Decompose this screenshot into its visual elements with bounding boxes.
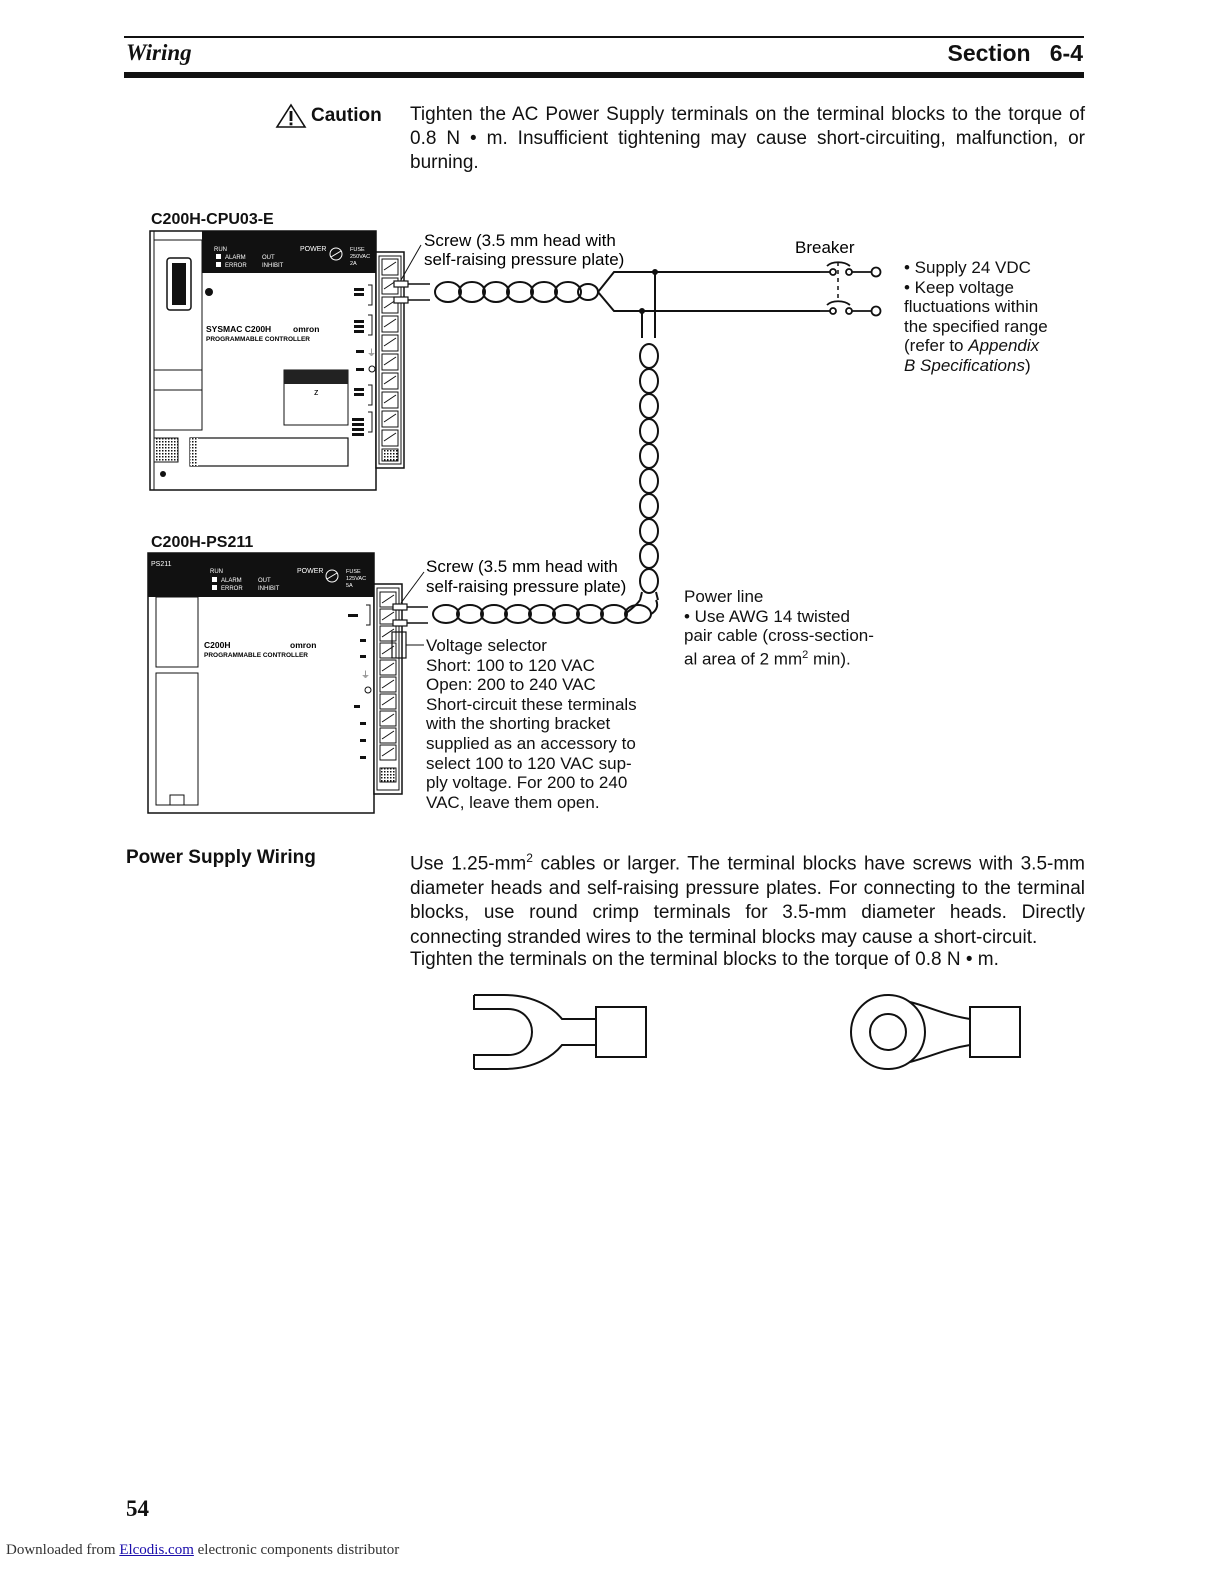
supply-note-line: • Keep voltage	[904, 277, 1014, 297]
cpu-omron-logo: omron	[293, 324, 320, 334]
voltage-selector-line: with the shorting bracket	[426, 714, 611, 734]
cpu-alarm-label: ALARM	[225, 255, 246, 261]
cpu-fuse-label: FUSE	[350, 247, 365, 253]
vertical-twisted-pair	[640, 344, 658, 600]
power-line-title: Power line	[684, 587, 764, 606]
cpu-out-label: OUT	[262, 255, 275, 261]
cpu-unit-label: C200H-CPU03-E	[151, 211, 274, 228]
ps-power-cable	[393, 600, 657, 626]
power-line-text: pair cable (cross-section-	[684, 626, 874, 646]
cpu-unit-drawing	[150, 231, 404, 490]
screw-note-1-line-2: self-raising pressure plate)	[424, 250, 625, 269]
supply-note-line: • Supply 24 VDC	[904, 258, 1031, 277]
caution-label: Caution	[275, 103, 382, 129]
supply-notes	[904, 258, 1104, 376]
cpu-fuse-rating-2: 2A	[350, 261, 357, 267]
cpu-error-label: ERROR	[225, 263, 247, 269]
cpu-port-icon	[154, 438, 178, 462]
ps-out-label: OUT	[258, 578, 271, 584]
supply-note-ref-line: (refer to Appendix	[904, 336, 1040, 356]
download-footer: Downloaded from Elcodis.com electronic components distributor	[6, 1542, 400, 1558]
cpu-power-label: POWER	[300, 246, 327, 253]
ps-omron-logo: omron	[290, 640, 317, 650]
cpu-inhibit-label: INHIBIT	[262, 263, 284, 269]
power-line-text: al area of 2 $mm^2$ min).	[684, 648, 851, 669]
voltage-selector-line: Short: 100 to 120 VAC	[426, 655, 595, 675]
screw-note-1-line-1: Screw (3.5 mm head with	[424, 231, 616, 250]
ps-subtitle: PROGRAMMABLE CONTROLLER	[204, 652, 308, 659]
ps-inhibit-label: INHIBIT	[258, 586, 280, 592]
cpu-brand-line: SYSMAC C200H	[206, 324, 272, 334]
fork-crimp-terminal-icon	[474, 995, 646, 1069]
power-supply-unit-label: C200H-PS211	[151, 534, 254, 551]
voltage-selector-line: Voltage selector	[426, 636, 547, 655]
ps-fuse-rating-1: 125VAC	[346, 576, 367, 582]
voltage-selector-line: Short-circuit these terminals	[426, 694, 637, 714]
voltage-selector-line: Open: 200 to 240 VAC	[426, 675, 596, 695]
cpu-ground-symbol-1: ⏚	[367, 348, 377, 358]
breaker-symbol	[820, 262, 881, 316]
ps-ground-symbol-1: ⏚	[361, 670, 371, 680]
ps-fuse-label: FUSE	[346, 569, 361, 575]
cpu-run-label: RUN	[214, 247, 227, 253]
cpu-subtitle: PROGRAMMABLE CONTROLLER	[206, 336, 310, 343]
screw-note-2-line-2: self-raising pressure plate)	[426, 577, 627, 596]
round-crimp-terminal-icon	[851, 995, 1020, 1069]
caution-text: Tighten the AC Power Supply terminals on the terminal blocks to the torque of 0.8 N • m. Insufficient tightening may cause short-circuiting, malfunction, or burning.	[410, 104, 1085, 173]
cpu-fuse-rating-1: 250VAC	[350, 254, 371, 260]
section-name: Wiring	[126, 40, 192, 65]
page-number: 54	[126, 1496, 149, 1521]
ps-fuse-rating-2: 5A	[346, 583, 353, 589]
voltage-selector-note	[426, 636, 666, 812]
voltage-selector-line: select 100 to 120 VAC sup-	[426, 753, 632, 773]
cpu-display-mark: z	[314, 387, 319, 397]
supply-note-line: fluctuations within	[904, 297, 1039, 317]
voltage-selector-line: VAC, leave them open.	[426, 792, 600, 812]
ps-run-label: RUN	[210, 569, 223, 575]
supply-note-ref-line-2: B Specifications)	[904, 355, 1031, 375]
voltage-selector-line: supplied as an accessory to	[426, 733, 636, 753]
ps-alarm-label: ALARM	[221, 578, 242, 584]
ps-model-label: PS211	[151, 561, 172, 568]
power-supply-wiring-paragraph-1: Use $1.25-mm^2$ cables or larger. The terminal blocks have screws with 3.5-mm diameter heads and self-raising pressure plates. For connecting to the terminal blocks, use round crimp terminals for 3.5-mm diameter heads. Directly connecting stranded wires to the terminal blocks may cause a short-circuit.	[410, 851, 1085, 948]
ps-brand-line: C200H	[204, 640, 231, 650]
power-supply-wiring-paragraph-2: Tighten the terminals on the terminal blocks to the torque of 0.8 N • m.	[410, 949, 999, 970]
power-line-note	[684, 587, 894, 669]
supply-note-line: the specified range	[904, 316, 1048, 336]
cpu-power-cable	[394, 270, 820, 339]
section-number-heading: Section 6-4	[947, 40, 1083, 66]
power-line-text: • Use AWG 14 twisted	[684, 606, 850, 626]
elcodis-link[interactable]: Elcodis.com	[119, 1542, 194, 1558]
ps-power-label: POWER	[297, 568, 324, 575]
crimp-terminals-illustration	[460, 985, 1040, 1080]
power-supply-unit-drawing	[148, 553, 406, 813]
ps-error-label: ERROR	[221, 586, 243, 592]
breaker-label: Breaker	[795, 238, 855, 257]
voltage-selector-line: ply voltage. For 200 to 240	[426, 773, 628, 793]
screw-note-2-line-1: Screw (3.5 mm head with	[426, 557, 618, 576]
power-supply-wiring-heading: Power Supply Wiring	[126, 847, 316, 868]
